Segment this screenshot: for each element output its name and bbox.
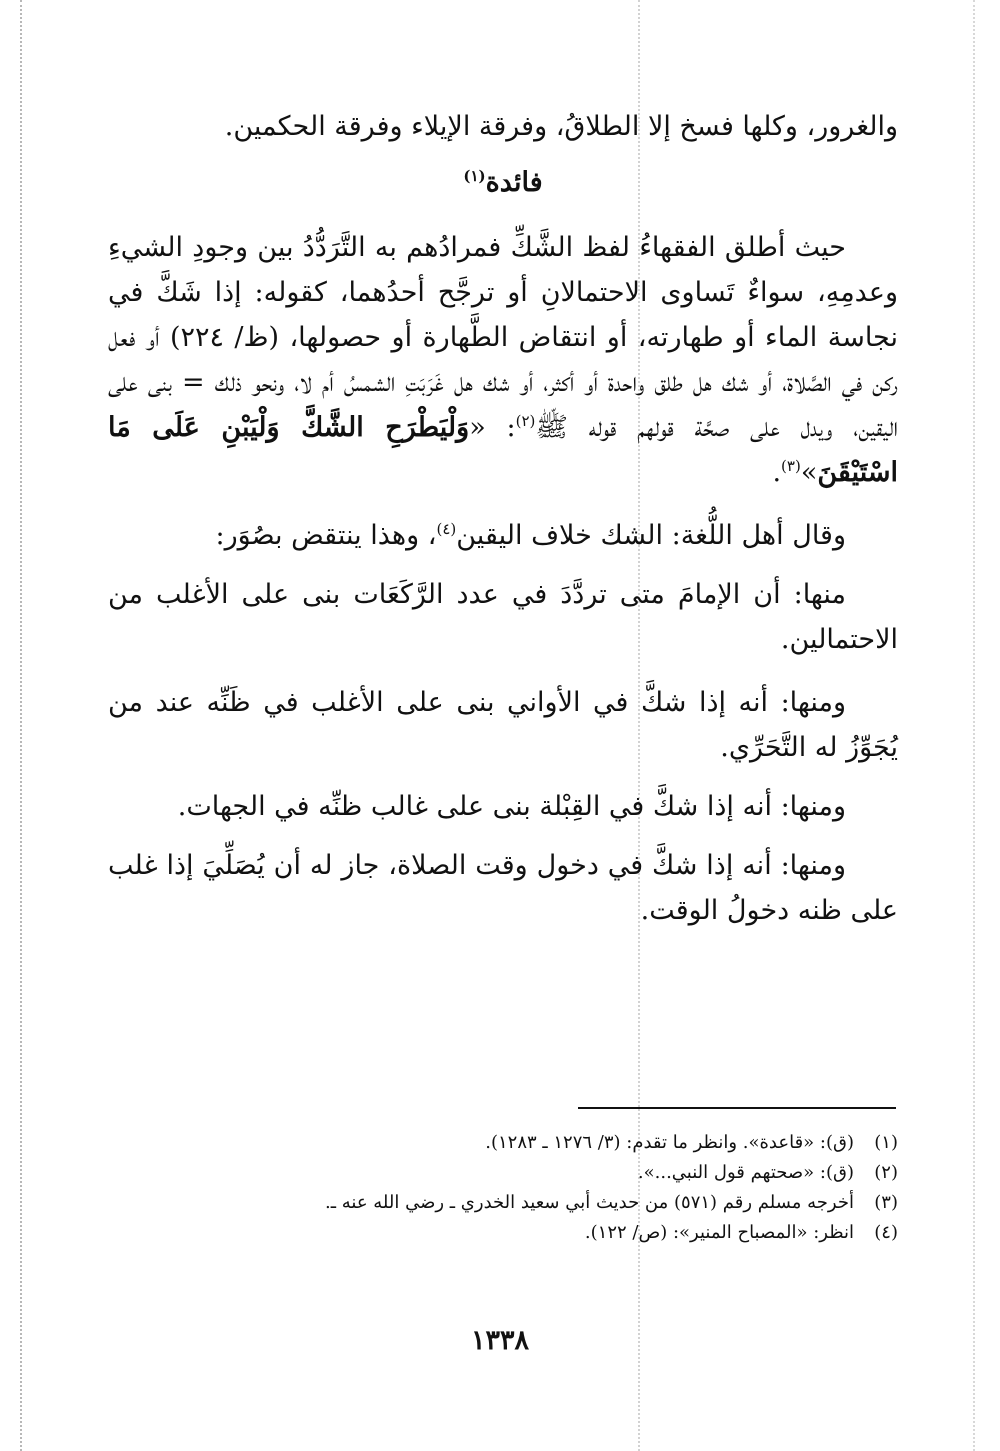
right-edge-dots [973, 0, 975, 1451]
footnote-ref-3: (٣) [781, 457, 801, 475]
footnote-4 [108, 1218, 898, 1248]
footnote-text: (ق): «صحتهم قول النبي...». [637, 1162, 854, 1183]
paragraph-linguists-tail: ، وهذا ينتقض بصُوَر: [215, 520, 437, 551]
footnote-number: (٢) [874, 1162, 898, 1183]
footnotes [108, 1128, 898, 1248]
footnote-3 [108, 1188, 898, 1218]
hadith-quote: وَلْيَطْرَحِ الشَّكَّ وَلْيَبْنِ عَلَى مَا اسْتَيْقَنَ [108, 412, 898, 488]
footnote-2 [108, 1158, 898, 1188]
period: . [772, 457, 782, 488]
footnote-separator [578, 1107, 896, 1109]
footnote-number: (١) [874, 1132, 898, 1153]
section-heading [108, 161, 898, 205]
paragraph-case-1: منها: أن الإمامَ متى تردَّدَ في عدد الرَّكَعَات بنى على الأغلب من الاحتمالين. [108, 579, 898, 655]
paragraph-case-4: ومنها: أنه إذا شكَّ في دخول وقت الصلاة، جاز له أن يُصَلِّيَ إذا غلب على ظنه دخولُ الوقت. [108, 850, 898, 926]
footnote-1 [108, 1128, 898, 1158]
heading-text: فائدة [485, 167, 543, 198]
footnote-number: (٣) [874, 1192, 898, 1213]
footnote-ref-2: (٢) [515, 412, 536, 430]
footnote-ref-4: (٤) [436, 520, 457, 538]
heading-footnote-ref: (١) [463, 167, 486, 185]
quote-close: » [800, 457, 818, 488]
paragraph-case-3: ومنها: أنه إذا شكَّ في القِبْلة بنى على غالب ظنِّه في الجهات. [177, 791, 846, 822]
footnote-number: (٤) [874, 1222, 898, 1243]
footnote-text: أخرجه مسلم رقم (٥٧١) من حديث أبي سعيد الخدري ـ رضي الله عنه ـ. [325, 1192, 854, 1213]
paragraph-definition [108, 225, 898, 495]
main-text [108, 104, 898, 933]
footnote-text: (ق): «قاعدة». وانظر ما تقدم: (٣/ ١٢٧٦ ـ ١٢٨٣). [485, 1132, 854, 1153]
paragraph-linguists-text: وقال أهل اللُّغة: الشك خلاف اليقين [456, 520, 846, 551]
paragraph-linguists [108, 513, 898, 558]
opening-line: والغرور، وكلها فسخ إلا الطلاقُ، وفرقة الإيلاء وفرقة الحكمين. [224, 111, 898, 142]
quote-open: : « [469, 412, 516, 443]
paragraph-case-2: ومنها: أنه إذا شكَّ في الأواني بنى على الأغلب في ظَنِّه عند من يُجَوِّزُ له التَّحَرِّي. [108, 687, 898, 763]
left-edge-dots [20, 0, 22, 1451]
paragraph-definition-text: حيث أطلق الفقهاءُ لفظ الشَّكِّ فمرادُهم به التَّرَدُّدُ بين وجودِ الشيءِ وعدمِهِ، سواءٌ تَساوى الاحتمالانِ أو ترجَّح أحدُهما، كقوله: إذا شَكَّ في نجاسة الماء أو طهارته، أو انتقاض الطَّهارة أو حصولها، (ظ/ ٢٢٤) أو فعل ركن في الصَّلاة، أو شك هل طلق واحدة أو أكثر، أو شك هل غَرَبَتِ الشمسُ أم لا، ونحو ذلك = بنى على اليقين، ويدل على صحَّة قولهم قوله ﷺ [108, 232, 898, 443]
page-number: ١٣٣٨ [470, 1325, 529, 1356]
footnote-text: انظر: «المصباح المنير»: (ص/ ١٢٢). [584, 1222, 854, 1243]
